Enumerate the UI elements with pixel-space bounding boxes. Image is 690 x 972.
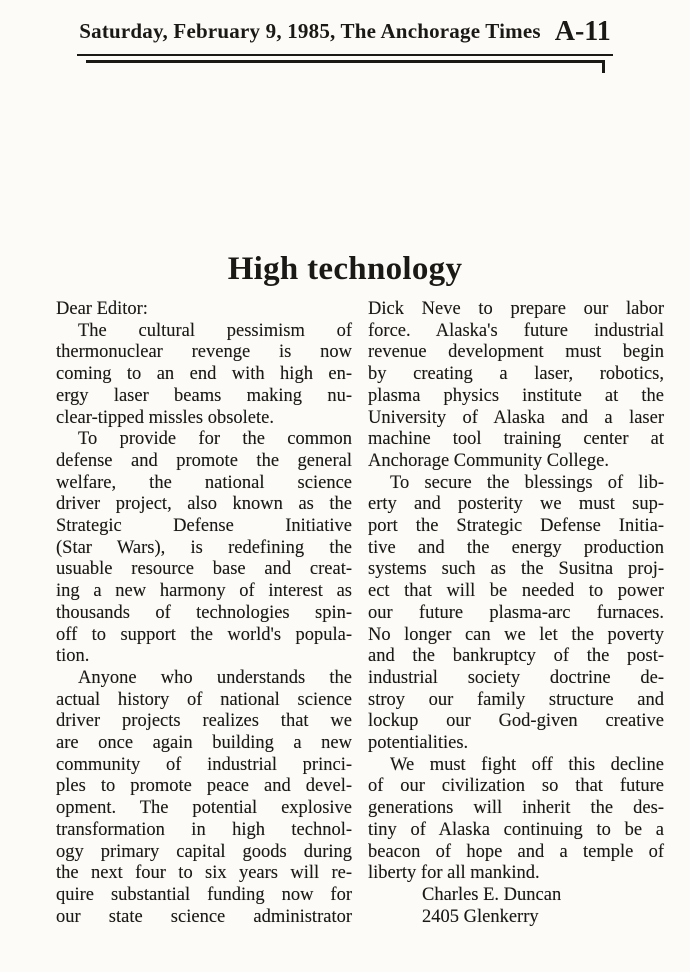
article-line: transformation in high technol- bbox=[56, 819, 352, 840]
article-line: ing a new harmony of interest as bbox=[56, 581, 352, 602]
article-line: ect that will be needed to power bbox=[368, 581, 664, 602]
article-line: University of Alaska and a laser bbox=[368, 407, 664, 428]
article-line: (Star Wars), is redefining the bbox=[56, 537, 352, 558]
article-line: driver project, also known as the bbox=[56, 494, 352, 515]
article-line: community of industrial princi- bbox=[56, 754, 352, 775]
article-line: beacon of hope and a temple of bbox=[368, 841, 664, 862]
article-line: plasma physics institute at the bbox=[368, 385, 664, 406]
article-line: tive and the energy production bbox=[368, 537, 664, 558]
article-line: force. Alaska's future industrial bbox=[368, 320, 664, 341]
article-column-left bbox=[56, 299, 352, 928]
article-line: We must fight off this decline bbox=[390, 754, 664, 775]
article-line: our future plasma-arc furnaces. bbox=[368, 602, 664, 623]
article-line: Strategic Defense Initiative bbox=[56, 516, 352, 537]
article-line: No longer can we let the poverty bbox=[368, 624, 664, 645]
article-line: To provide for the common bbox=[78, 429, 352, 450]
article-line: defense and promote the general bbox=[56, 450, 352, 471]
article-line: potentialities. bbox=[368, 733, 469, 754]
article-title: High technology bbox=[227, 251, 463, 287]
article-line: port the Strategic Defense Initia- bbox=[368, 516, 664, 537]
article-line: erty and posterity we must sup- bbox=[368, 494, 664, 515]
article-line: thousands of technologies spin- bbox=[56, 602, 352, 623]
article-line: by creating a laser, robotics, bbox=[368, 364, 664, 385]
article-line: usuable resource base and creat- bbox=[56, 559, 352, 580]
article-line: The cultural pessimism of bbox=[78, 320, 352, 341]
article-line: tiny of Alaska continuing to be a bbox=[368, 819, 664, 840]
page-number: A-11 bbox=[554, 16, 611, 47]
article-line: welfare, the national science bbox=[56, 472, 352, 493]
article-line: coming to an end with high en- bbox=[56, 364, 352, 385]
article-line: To secure the blessings of lib- bbox=[390, 472, 664, 493]
article-line: thermonuclear revenge is now bbox=[56, 342, 352, 363]
article-line: quire substantial funding now for bbox=[56, 884, 352, 905]
article-line: clear-tipped missles obsolete. bbox=[56, 407, 274, 428]
article-line: tion. bbox=[56, 646, 90, 667]
article-columns bbox=[0, 288, 690, 928]
article-line: off to support the world's popula- bbox=[56, 624, 352, 645]
masthead bbox=[0, 0, 690, 63]
article-line: our state science administrator bbox=[56, 906, 352, 927]
article-line: Anyone who understands the bbox=[78, 667, 352, 688]
article-line: opment. The potential explosive bbox=[56, 798, 352, 819]
article-line: industrial society doctrine de- bbox=[368, 667, 664, 688]
masthead-rule bbox=[86, 60, 605, 63]
masthead-text bbox=[77, 16, 613, 56]
letter-article bbox=[0, 251, 690, 928]
article-line: ergy laser beams making nu- bbox=[56, 385, 352, 406]
article-line: stroy our family structure and bbox=[368, 689, 664, 710]
article-line: the next four to six years will re- bbox=[56, 863, 352, 884]
article-line: lockup our God-given creative bbox=[368, 711, 664, 732]
article-line: liberty for all mankind. bbox=[368, 863, 540, 884]
article-line: are once again building a new bbox=[56, 733, 352, 754]
article-line: Dick Neve to prepare our labor bbox=[368, 299, 664, 319]
article-line: ogy primary capital goods during bbox=[56, 841, 352, 862]
article-line: revenue development must begin bbox=[368, 342, 664, 363]
article-line: machine tool training center at bbox=[368, 429, 664, 450]
article-line: of our civilization so that future bbox=[368, 776, 664, 797]
signature-line: 2405 Glenkerry bbox=[422, 906, 539, 927]
article-line: actual history of national science bbox=[56, 689, 352, 710]
masthead-dateline: Saturday, February 9, 1985, The Anchorage Times bbox=[79, 19, 541, 43]
article-line: systems such as the Susitna proj- bbox=[368, 559, 664, 580]
article-line: Anchorage Community College. bbox=[368, 450, 609, 471]
article-line: Dear Editor: bbox=[56, 299, 148, 319]
article-line: and the bankruptcy of the post- bbox=[368, 646, 664, 667]
signature-line: Charles E. Duncan bbox=[422, 884, 562, 905]
article-line: ples to promote peace and devel- bbox=[56, 776, 352, 797]
article-column-right bbox=[368, 299, 664, 928]
article-line: generations will inherit the des- bbox=[368, 798, 664, 819]
article-line: driver projects realizes that we bbox=[56, 711, 352, 732]
